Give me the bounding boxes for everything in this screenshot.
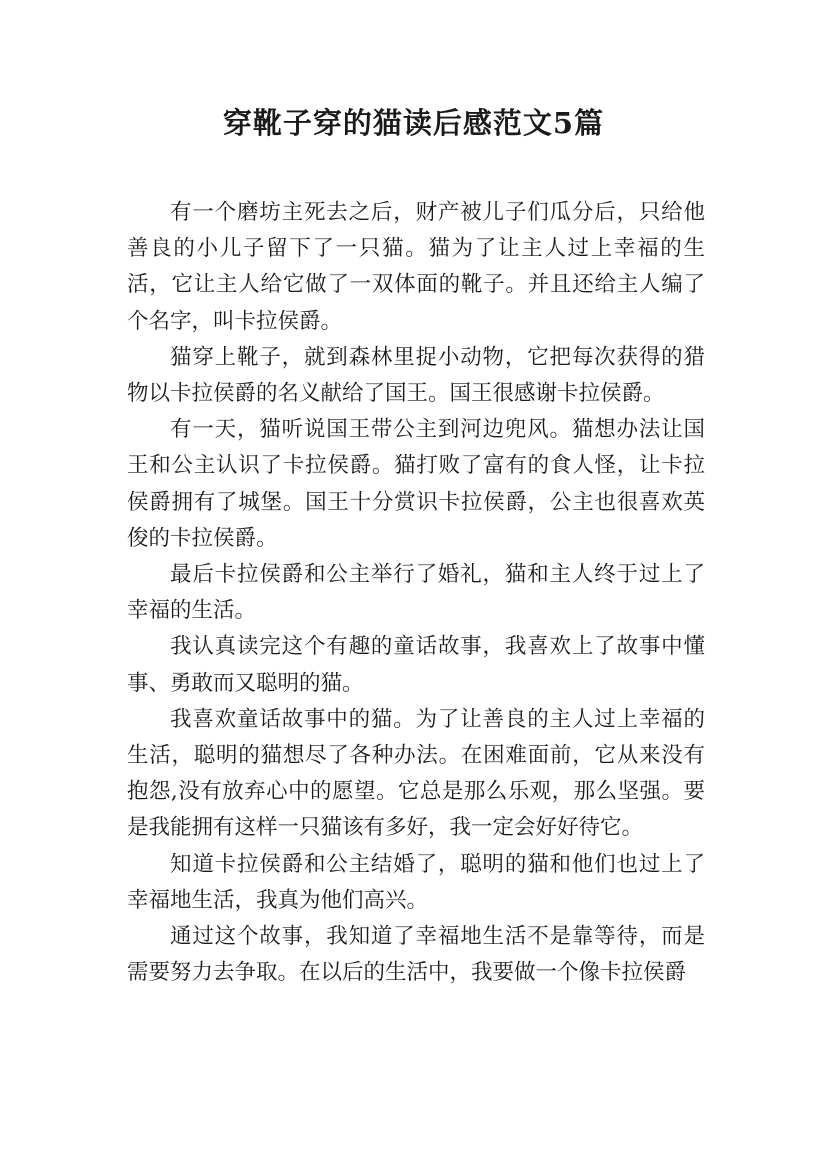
paragraph-4: 最后卡拉侯爵和公主举行了婚礼，猫和主人终于过上了幸福的生活。 xyxy=(127,562,705,624)
paragraph-3: 有一天，猫听说国王带公主到河边兜风。猫想办法让国王和公主认识了卡拉侯爵。猫打败了富有的食人怪，让卡拉侯爵拥有了城堡。国王十分赏识卡拉侯爵，公主也很喜欢英俊的卡拉侯爵。 xyxy=(127,417,705,551)
paragraph-5: 我认真读完这个有趣的童话故事，我喜欢上了故事中懂事、勇敢而又聪明的猫。 xyxy=(127,634,705,696)
paragraph-8: 通过这个故事，我知道了幸福地生活不是靠等待，而是需要努力去争取。在以后的生活中，我要做一个像卡拉侯爵 xyxy=(127,924,705,986)
document-title: 穿靴子穿的猫读后感范文5篇 xyxy=(222,106,605,140)
paragraph-6: 我喜欢童话故事中的猫。为了让善良的主人过上幸福的生活，聪明的猫想尽了各种办法。在困难面前，它从来没有抱怨,没有放弃心中的愿望。它总是那么乐观，那么坚强。要是我能拥有这样一只猫该有多好，我一定会好好待它。 xyxy=(127,706,705,841)
paragraph-1: 有一个磨坊主死去之后，财产被儿子们瓜分后，只给他善良的小儿子留下了一只猫。猫为了让主人过上幸福的生活，它让主人给它做了一双体面的靴子。并且还给主人编了个名字，叫卡拉侯爵。 xyxy=(127,200,705,334)
document-body xyxy=(127,195,705,991)
paragraph-7: 知道卡拉侯爵和公主结婚了，聪明的猫和他们也过上了幸福地生活，我真为他们高兴。 xyxy=(127,851,705,913)
paragraph-2: 猫穿上靴子，就到森林里捉小动物，它把每次获得的猎物以卡拉侯爵的名义献给了国王。国王很感谢卡拉侯爵。 xyxy=(127,344,705,407)
